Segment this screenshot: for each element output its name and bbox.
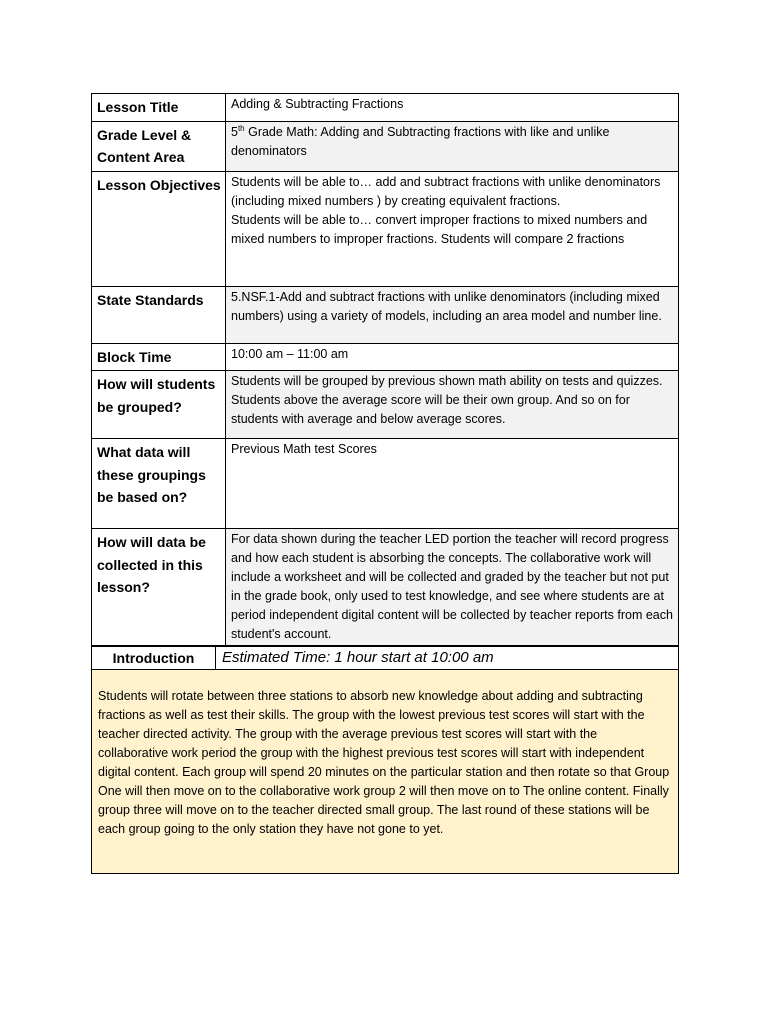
- label-lesson-objectives: Lesson Objectives: [92, 171, 226, 286]
- label-grouping: How will students be grouped?: [92, 371, 226, 439]
- objective-2: Students will be able to… convert improper fractions to mixed numbers and mixed numbers to improper fractions. Students will compare 2 fractions: [231, 212, 648, 246]
- value-data-collection: For data shown during the teacher LED portion the teacher will record progress and how each student is absorbing the concepts. The collaborative work will include a worksheet and will be collected and graded by the teacher but not put in the grade book, only used to test knowledge, and see where students are at period independent digital content will be collected by teacher reports from each student's account.: [226, 529, 679, 646]
- grade-ordinal-suffix: th: [237, 123, 245, 133]
- label-grouping-data: What data will these groupings be based on?: [92, 439, 226, 529]
- row-grouping: [92, 371, 679, 439]
- value-grouping-data: Previous Math test Scores: [226, 439, 679, 529]
- label-state-standards: State Standards: [92, 286, 226, 343]
- row-state-standards: [92, 286, 679, 343]
- objective-1: Students will be able to… add and subtract fractions with unlike denominators (including mixed numbers ) by creating equivalent fractions.: [231, 174, 661, 208]
- label-data-collection: How will data be collected in this lesson?: [92, 529, 226, 646]
- estimated-time: Estimated Time: 1 hour start at 10:00 am: [222, 649, 494, 666]
- introduction-section: [91, 646, 679, 874]
- grade-description: Grade Math: Adding and Subtracting fractions with like and unlike denominators: [231, 124, 610, 158]
- row-block-time: [92, 343, 679, 371]
- introduction-body: Students will rotate between three stations to absorb new knowledge about adding and subtracting fractions as well as test their skills. The group with the lowest previous test scores will start with the teacher directed activity. The group with the average previous test scores will start with the collaborative work period the group with the highest previous test scores will start with independent digital content. Each group will spend 20 minutes on the particular station and then rotate so that Group One will then move on to the collaborative work group 2 will then move on to The online content. Finally group three will move on to the teacher directed small group. The last round of these stations will be each group going to the only station they have not gone to yet.: [92, 670, 678, 873]
- value-grade-level: [226, 121, 679, 171]
- value-grouping: Students will be grouped by previous shown math ability on tests and quizzes. Students above the average score will be their own group. And so on for students with average and below average scores.: [226, 371, 679, 439]
- row-grouping-data: [92, 439, 679, 529]
- introduction-label: Introduction: [92, 647, 216, 669]
- row-lesson-title: [92, 94, 679, 122]
- label-block-time: Block Time: [92, 343, 226, 371]
- value-lesson-objectives: [226, 171, 679, 286]
- row-lesson-objectives: [92, 171, 679, 286]
- row-grade-level: [92, 121, 679, 171]
- value-lesson-title: Adding & Subtracting Fractions: [226, 94, 679, 122]
- label-lesson-title: Lesson Title: [92, 94, 226, 122]
- row-data-collection: [92, 529, 679, 646]
- introduction-header: [92, 647, 678, 670]
- grade-number: 5: [231, 124, 238, 139]
- label-grade-level: Grade Level & Content Area: [92, 121, 226, 171]
- value-state-standards: 5.NSF.1-Add and subtract fractions with unlike denominators (including mixed numbers) using a variety of models, including an area model and number line.: [226, 286, 679, 343]
- lesson-plan-table: [91, 93, 679, 646]
- value-block-time: 10:00 am – 11:00 am: [226, 343, 679, 371]
